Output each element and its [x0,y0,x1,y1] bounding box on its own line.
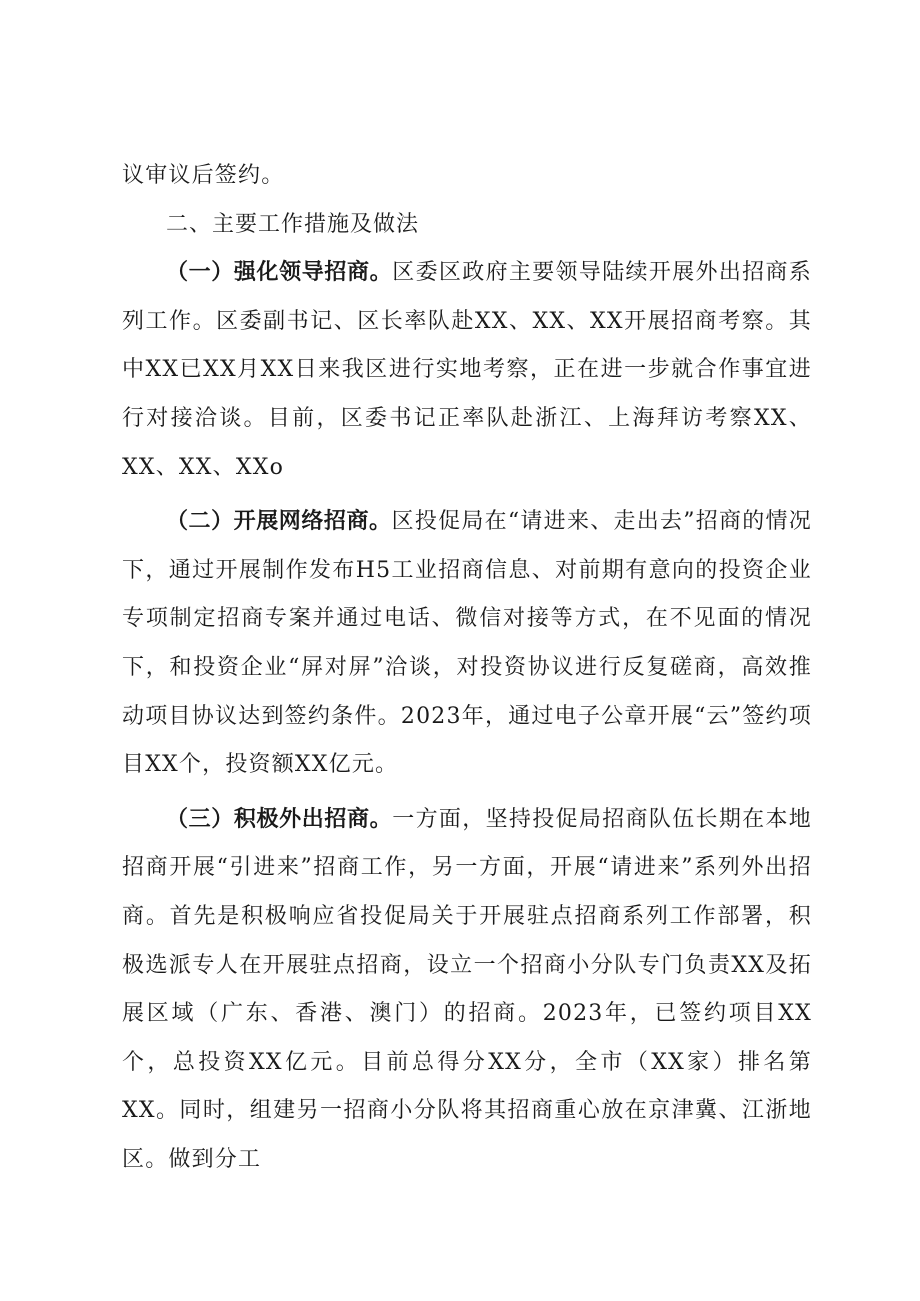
paragraph-body: 一方面，坚持投促局招商队伍长期在本地招商开展“引进来”招商工作，另一方面，开展“请进来”系列外出招商。首先是积极响应省投促局关于开展驻点招商系列工作部署，积极选派专人在开展驻点招商，设立一个招商小分队专门负责XX及拓展区域（广东、香港、澳门）的招商。2023年，已签约项目XX个，总投资XX亿元。目前总得分XX分，全市（XX家）排名第XX。同时，组建另一招商小分队将其招商重心放在京津冀、江浙地区。做到分工 [122,806,812,1172]
continuation-text: 议审议后签约。 [122,163,285,188]
section-heading [122,201,812,250]
paragraph-body: 区投促局在“请进来、走出去”招商的情况下，通过开展制作发布H5工业招商信息、对前期有意向的投资企业专项制定招商专案并通过电话、微信对接等方式，在不见面的情况下，和投资企业“屏对屏”洽谈，对投资协议进行反复磋商，高效推动项目协议达到签约条件。2023年，通过电子公章开展“云”签约项目XX个，投资额XX亿元。 [122,509,812,778]
paragraph-lead-title: （一）强化领导招商。 [166,260,393,286]
paragraph-lead-title: （二）开展网络招商。 [166,509,392,535]
paragraph-lead-title: （三）积极外出招商。 [166,806,393,832]
document-body [122,152,812,1184]
paragraph-body: 区委区政府主要领导陆续开展外出招商系列工作。区委副书记、区长率队赴XX、XX、XX开展招商考察。其中XX已XX月XX日来我区进行实地考察，正在进一步就合作事宜进行对接洽谈。目前，区委书记正率队赴浙江、上海拜访考察XX、XX、XX、XXo [122,260,812,480]
continuation-paragraph [122,152,812,201]
paragraph-leadership-investment [122,249,812,492]
section-heading-text: 二、主要工作措施及做法 [166,211,420,237]
paragraph-online-investment [122,498,812,790]
paragraph-external-investment [122,796,812,1185]
